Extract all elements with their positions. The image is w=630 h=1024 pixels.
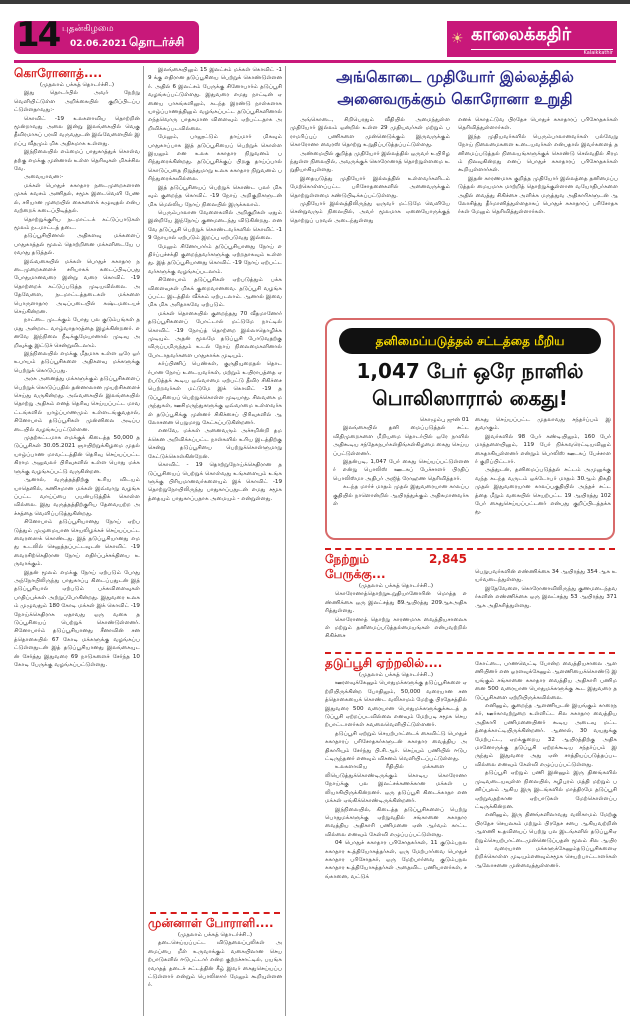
section-label: தொடர்ச்சி <box>129 35 185 49</box>
page-number-badge <box>14 15 199 55</box>
dateline: கொழும்பு ஜுன் 01 <box>419 417 469 423</box>
paragraph: இலங்கையில் தனி மைப்படுத்தல் சட்ட விதிமுறைகளை மீறியமை தொடர்பில் ஒரே நாளில் அதிகூடிய சந்தேகநபர்கள்திங்கள்கிழமை கைது செய்யப்பட்டுள்ளனர். <box>333 425 469 457</box>
paragraph: இதன்படி, 1,047 பேர் கைது செய்யப்பட்டுள்ளனர் என்று பொலிஸ் ஊடகப் பேச்சாளர் பிரதிப் பொலிஸ்மா அதிபர் அஜித் ரோஹண தெரிவித்தார். <box>333 459 469 482</box>
paragraph: கர்ப்பிணிப் பெண்கள், குருதியுறைதல் தொடர்பான நோய் உடையவர்கள், மற்றும் உயிராபத்தை ஏற்படுத்தக் கூடிய ஒவ்வாமை ஏற்பட்டு தீவிர சிகிச்சை பெற்றவர்கள் மட்டுமே இக் கொவிட் -19 தடுப்பூசியைப் பெற்றுக்கொள்ள முடியாது. சிலவகை மருந்துகள், ஊசிமருந்துகளுக்கு ஒவ்வாமை உள்ளவர்கள் தடுப்பூசிக்கு முன்னர் சிகிச்சைப் பிரிவுகளில் ஆலோசனை பெறுமாறு கேட்கப்படுகின்றனர். <box>148 361 282 427</box>
paragraph: இந்நிலையில் எம்மைப் பாதுகாத்துக் கொள்வதற்கு எமக்கு முன்னால் உள்ள தெரிவுகள் மிகச்சிலவே. <box>14 149 140 173</box>
article-former-fighter <box>148 916 282 990</box>
top-border <box>0 0 630 4</box>
paragraph: அரசு அனைத்து மக்களுக்கும் தடுப்பூசிகளைப் பெற்றுக் கொடுப்பதில் தன்னாலான முயற்சிகளைச் செய்து வருகின்றது. அவ்வகையில் இலங்கையில் தொற்று அதிகம் எனத் தெரிவு செய்யப்பட்ட மாவட்டங்களில் யாழ்ப்பாணமும் உள்ளடங்குவதால், சினோபாம் தடுப்பூசிகள் முன்னிலை அடிப்படையில் வழங்கப்பட்டுள்ளன. <box>14 376 140 433</box>
kicker-corona: கொரோனாத்.... <box>14 66 103 80</box>
paragraph: இந்நிலையில் எமக்கு மீதமாக உள்ள ஒரே ஓர் உபாயம் தடுப்பூசிகளை அதிகளவு மக்களுக்கு பெற்றுக் கொடுப்பது. <box>14 351 140 374</box>
paragraph: இதன் காரணமாக குறித்த முதியோர் இல்லத்தை தனிமைப்படுத்தல் மையமாக மாற்றித் தொற்றுக்குள்ளான வயோதிபர்களை அதில் வைத்து சிகிச்சை அளிக்க மருத்துவ அதிகாரிகளுடன் ஆலோசித்து தீர்மானித்துள்ளதாகப் பொதுச் சுகாதாரப் பரிசோதகர்கள் மேலும் தெரிவித்துள்ளார்கள். <box>458 175 618 216</box>
paragraph: மேலும், பாலூட்டும் தாய்மார் மிகவும் பாதுகாப்பாக இத் தடுப்பூசியைப் பெற்றுக் கொள்ள இயலும் என உலக சுகாதார நிறுவனம் பரிந்துரைக்கின்றது. தடுப்பூசிக்குப் பிறகு தாய்ப்பால் கொடுப்பதை நிறுத்துமாறு உலக சுகாதார நிறுவனம் பரிந்துரைக்கவில்லை. <box>148 134 282 183</box>
kicker-2845: நேற்றும் 2,845 பேருக்கு... <box>325 552 467 581</box>
paragraph: அண்மையில் குறித்த முதியோர் இல்லத்தில் ஒருவர் உயிரிழந்துள்ள நிலையில், அவருக்குக் கொரோனாத் தொற்றுள்ளமை உறுதியாகியுள்ளது. <box>290 150 451 174</box>
kicker-vaccine: தடுப்பூசி ஏற்றலில்.... <box>325 656 443 670</box>
article-2845-col2 <box>475 568 617 610</box>
paragraph: முதியோர் இல்லத்திலிருந்து ஒருவர் மட்டுமே வெளியே சென்றுவரும் நிலையில், அவர் மூலமாக ஏனையோருக்குத் தொற்றுப் பரவல் அடைந்துள்ளது <box>290 201 450 224</box>
paragraph: அங்கொடை, சிறிபெரதும் வீதியில் அமைந்துள்ள முதியோர் இல்லம் ஒன்றில் உள்ள 29 முதியவர்கள் மற்றும் பராமரிப்புப் பணிகளை முன்னெடுக்கும் இருவருக்கும் கொரோனா வைரஸ் தொற்று உறுதிப்படுத்தப்பட்டுள்ளது. <box>290 117 450 149</box>
headline-line: அங்கொடை முதியோர் இல்லத்தில் <box>336 68 574 86</box>
paragraph: சினோபாம் தடுப்பூசிகள் ஏற்படுத்தும் பக்கவிளைவுகள் மிகக் குறைவானவை. தடுப்பூசி வழங்கப்பட்ட இடத்தில் வீக்கம் ஏற்படலாம். ஆனால் இவை மிக மிக அரிதாகவே ஏற்படும். <box>148 277 282 309</box>
paragraph: அத்துடன், தனிமைப்படுத்தல் சட்டம் அமுலுக்கு வந்த கடந்த வருடம் ஒக்டோபர் மாதம் 30ஆம் திகதி முதல் இதுவரையான காலப்பகுதியில் அந்தச் சட்டத்தை மீறும் வகையில் செயற்பட்ட 19 ஆயிரத்து 102 பேர் கைதுசெய்யப்பட்டனர் என்பது குறிப்பிடத்தக்கது. <box>475 467 611 516</box>
paragraph: எனவே, மக்கள் அனைவரும் அச்சமின்றி தமக்கென அறிவிக்கப்பட்ட நாள்களில் உரிய இடத்திற்கு சென்று தடுப்பூசியை பெற்றுக்கொள்ளுமாறு கேட்டுக்கொள்கின்றேன். <box>148 428 282 460</box>
newspaper-logo <box>447 21 617 57</box>
paragraph: தடுப்பூசி ஏற்றும் செயற்பாட்டைக் கைவிட்டு பொதுச் சுகாதாரப் பரிசோதகர்களுடன் சுகாதார வைத்திய அதிகாரியும் சேர்ந்து பி.சி.ஆர். செய்யும் பணியில் ஈடுபட்டிருந்தனர் எனவும் விசனம் வெளியிடப்பட்டுள்ளது. <box>325 730 467 763</box>
paragraph: நாட்டை முடக்கும் போது பல குடும்பங்கள் தமது அன்றாட வாழ்வாதாரத்தை இழக்கின்றனர். எனவே இந்நிலை நீடிக்குமேயானால் முடிவு அறிவுக்கு இட்டுச் சென்றுவிடலாம். <box>14 317 140 349</box>
arrests-col2 <box>475 416 611 517</box>
headline-line: 1,047 பேர் ஒரே நாளில் <box>356 359 584 383</box>
sunrise-book-icon: ☀ <box>451 31 464 47</box>
paragraph: உலகளாவிய ரீதியில் மக்களை பலியெடுத்துக்கொண்டிருக்கும் கொடிய கொரோனா நோய்க்கு பல இலட்சக்கணக்கான மக்கள் பலியாகியிருக்கின்றனர். ஒரு தடுப்பூசி கிடைக்காதா என மக்கள் ஏங்கிக்கொண்டிருக்கின்றனர். <box>325 764 467 805</box>
paragraph: கொவிட் - 19 தொற்றுநோய்க்கெதிரான தடுப்பூசியைப் பெற்றுக் கொள்வது உங்களையும் உங்களுக்கு பிரியமானவர்களையும் இக் கொவிட் -19 தொற்றுநோயிலிருந்து பாதுகாப்பதுடன் எமது சமூகத்தையும் பாதுகாப்பதாக அமையும் - என்றுள்ளது. <box>148 462 282 502</box>
paragraph: இதையடுத்து முதியோர் இல்லத்தில் உள்ளவர்களிடம் மேற்கொள்ளப்பட்ட பரிசோதனைகளில் அனைவருக்கும் தொற்றுள்ளமை கண்டுபிடிக்கப்பட்டுள்ளது. <box>290 175 450 199</box>
paragraph: மேலும் சினோபார்ம் தடுப்பூசியானது நோய் எதிர்ப்புச்சக்தி குறைந்தவர்களுக்கு ஏற்றதாகவும் உள்ளது. இத் தடுப்பூசியானது கொவிட் -19 நோய் ஏற்பட்டவர்களுக்கு வழங்கப்படலாம். <box>148 243 282 275</box>
continued-note: (முதலாம் பக்கத் தொடர்ச்சி..) <box>39 82 115 88</box>
article-corona <box>14 66 140 669</box>
headline-elders-home <box>290 66 620 110</box>
logo-subtitle: Kalaikkathir <box>583 50 613 56</box>
paragraph: முதற்கட்டமாக எமக்குக் கிடைத்த 50,000 தடுப்பூசிகள் 30.05.2021 ஞாயிற்றுக்கிழமை முதல் யாழ்ப்பாண மாவட்டத்தின் தெரிவு செய்யப்பட்ட கிராம அலுவலர் பிரிவுகளில் உள்ள பொது மக்களுக்கு வழங்கப்பட்டு வருகின்றன. <box>14 435 140 475</box>
paragraph: பெறுபவர்களின் எண்ணிக்கை 34 ஆயிரத்து 354 ஆக உயர்வடைந்துள்ளது. <box>475 569 617 584</box>
paragraph: எனக் கொதட்டுவ பிரதேச பொதுச் சுகாதாரப் பரிசோதகர்கள் தெரிவித்துள்ளார்கள். <box>458 117 618 132</box>
paragraph: இவ்வகையில் மக்கள் பொதுச் சுகாதார நடைமுறைகளைச் சரியாகக் கடைப்பிடிப்பது போதுமானவரை இன்று வரை கொவிட் -19 தொற்றைக் கட்டுப்படுத்த முடியவில்லை. அதேவேளை, நடமாட்டத்தடைகள் மக்களை பொருளாதார அடிப்படையில் கஷ்டமடையச் செய்கின்றன. <box>14 258 140 315</box>
paragraph: இது தொடர்பில் அவர் நேற்று வெளியிட்டுள்ள அறிக்கையில் குறிப்பிடப்பட்டுள்ளதாவது:- <box>14 90 140 114</box>
paragraph: சினோபாம் தடுப்பூசியானது நோய் ஏற்படுத்தும் முழுமையான செயலிழக்கச் செய்யப்பட்ட வைரஸைக் கொண்டது. இத் தடுப்பூசியானது எமது உடலில் செலுத்தப்பட்டவுடன் கொவிட் -19 வைரசிற்கெதிரான நோய் எதிர்ப்புச்சக்தியை உருவாக்கும். <box>14 519 140 568</box>
section-divider <box>150 912 280 914</box>
column-divider <box>285 66 286 1016</box>
section-divider <box>325 548 615 550</box>
paragraph: மக்கள் தொகையில் குறைந்தது 70 வீதமானோர் தடுப்பூசிகளைப் போட்டால் மட்டுமே நாட்டில் கொவிட் -19 நோய்த் தொற்றை இல்லாதொழிக்க முடியும். அதன் மூலமே தடுப்பூசி போடுவதற்கு விருப்பமிருந்தும் உடல் நோய் நிலைமைகளினால் போடாதவர்களை பாதுகாக்க முடியும். <box>148 310 282 359</box>
paragraph: ஆனால், வருத்தத்திற்கு உரிய விடயம் யாதெனில், கணிசமான மக்கள் இவ்வாறு வழங்கப்பட்ட வாய்ப்பை பயன்படுத்திக் கொள்ளவில்லை. இது வருத்தத்திற்குரிய தேவையற்ற அச்சத்தை வெளிப்படுத்துகின்றது. <box>14 477 140 517</box>
paragraph: இதன் மூலம் எமக்கு நோய் ஏற்படும் போது அந்நோயிலிருந்து பாதுகாப்பு கிடைப்பதுடன் இத் தடுப்பூசியால் ஏற்படும் பக்கவிளைவுகள் பாதிப்புக்கள் அற்றுப்போகின்றது. இதுவரை உலகம் முழுவதும் 180 கோடி மக்கள் இக் கொவிட் -19 நோய்க்கெதிராக ஏதாவது ஒரு வகை தடுப்பூசியைப் பெற்றுக் கொண்டுள்ளனர். சினோபார்ம் தடுப்பூசியானது சீனாவின் சனத்தொகையில் 67 கோடி மக்களுக்கு வழங்கப்பட்டுள்ளதுடன் இத் தடுப்பூசியானது இலங்கையுடன் சேர்த்து இதுவரை 69 நாடுகளைச் சேர்ந்த 10 கோடி பேருக்கு வழங்கப்பட்டுள்ளது. <box>14 569 140 669</box>
continued-note: (முதலாம் பக்கத் தொடர்ச்சி..) <box>177 932 253 938</box>
headline-line: அனைவருக்கும் கொரோனா உறுதி <box>337 90 573 108</box>
paragraph: இத் தடுப்பூசியைப் பெற்றுக் கொண்ட பலர் மிகவும் குறைந்த கொவிட் -19 நோய் அறிகுறிகளுடன் மிக மெல்லிய நோய் நிலையில் இருக்கலாம். <box>148 184 282 208</box>
paragraph: பெரும்பாலான வேளைகளில் அறிகுறிகள் ஏதும் இன்றியே இந்நோய் குணமடைந்து விடுகின்றது. எனவே தடுப்பூசி பெற்றுக் கொண்டவர்களில் கொவிட் -19 நோயால் ஏற்படும் இறப்பு ஏற்படுவது இல்லை. <box>148 209 282 242</box>
paragraph: கடந்த மார்ச் மாதம் முதல் இதுவரையான காலப்பகுதியில் நாளொன்றில் ஆயிரத்துக்கும் அதிகமானவர்கள் <box>333 484 469 508</box>
paragraph: 04 பொதுச் சுகாதார பரிசோதகர்கள், 11 குடும்பநல சுகாதார உத்தியோகத்தர்கள், ஒரு மேற்பார்வை பொதுச் சுகாதார பரிசோதகர், ஒரு மேற்பார்வை குடும்பநல சுகாதார உத்தியோகத்தர்கள் அதைவிட பணியாளர்கள், சங்கானை, வட்டுக் <box>325 840 467 880</box>
paragraph: எனினும், இரு தினங்களிலாவது வலிகாமம் மேற்கு பிரதேச செயலகம் மற்றும் பிரதேச சபை ஆகியவற்றின் ஆளணி உதவியைப் பெற்று பல இடங்களில் தடுப்பூசிஏற்றும்செயற்பாட்டைமுன்னெடுப்பதன் மூலம் சில ஆயிரம் வரையான மக்களுக்கேனும்தடுப்பூசிகளைஏற்றிக்கொள்ள முடியும்எனவும்சமூக செயற்பாட்டாளர்கள் ஆலோசனை முன்வைத்துள்ளனர். <box>475 812 617 869</box>
paragraph: இந்நிலையில், கிடைத்த தடுப்பூசிகளைப் பெற்று பொதுமக்களுக்கு ஏற்றுவதில் சங்கானை சுகாதார வைத்திய அதிகாரி பணிமனை ஏன் ஆர்வம் காட்டவில்லை எனவும் கேள்வி எழுப்பப்பட்டுள்ளது. <box>325 806 467 838</box>
paragraph: தடுப்பூசி ஏற்றும் பணி இன்னும் இரு தினங்களில் முடிவடையவுள்ள நிலையில், சுழிபுரம் மத்தி மற்றும் பனிப்புலம் ஆகிய இரு இடங்களில் மாத்திரமே தடுப்பூசி ஏற்றுவதற்கான ஏற்பாடுகள் மேற்கொள்ளப்பட்டிருக்கின்றன. <box>475 770 617 810</box>
paragraph: மக்கள் பொதுச் சுகாதார நடைமுறைகளான முகக் கவசம் அணிதல், சமூக இடைவெளி பேணல், சரியான முறையில் கைகளைக் கழுவுதல் என்பவற்றைக் கடைப்பிடித்தல். <box>14 182 140 215</box>
article-2845-col1 <box>325 552 467 641</box>
arrests-col1 <box>333 416 469 508</box>
paragraph: தொற்றுக்குரிய நடமாட்டக் கட்டுப்பாடுகள் மூலம் நடமாட்டத் தடை. <box>14 216 140 231</box>
page-date: 02.06.2021 <box>70 39 127 49</box>
paragraph: கொவிட் -19 உலகளாவிய தொற்றின் மூன்றாவது அலை இன்று இலங்கையில் வெகு தீவிரமாகப் பரவி வருவதுடன் இவ்வேளையில் இறப்பு வீதமும் மிக அதிகமாக உள்ளது. <box>14 115 140 147</box>
arrests-headline <box>327 358 613 412</box>
headline-line: பொலிஸாரால் கைது! <box>372 386 568 410</box>
logo-title: காலைக்கதிர் <box>471 24 572 45</box>
header-rule <box>14 60 616 63</box>
column-divider <box>143 66 144 1016</box>
paragraph: ஊரளவுக்கேனும் பொதுமக்களுக்கு தடுப்பூசிகளை ஏற்றியிருக்கின்ற போதிலும், 50,000 வரையான சனத்தொகையைக் கொண்ட வலிகாமம் மேற்கு பிரதேசத்தில் இதுவரை 500 வரையான பொதுமக்களுக்குக்கூடத் தடுப்பூசி ஏற்றப்படவில்லை எனவும் மேற்படி சமூக செயற்பாட்டாளர்கள் கவலைவெளியிட்டுள்ளனர். <box>325 680 467 729</box>
arrests-ribbon: தனிமைப்படுத்தல் சட்டத்தை மீறிய <box>339 328 601 354</box>
paragraph: இவர்களில் 98 பேர் கண்டியிலும், 160 பேர் மாத்தளையிலும், 119 பேர் நிக்கவரெட்டியவிலும் கைதாகியுள்ளனர் என்றும் பொலிஸ் ஊடகப் பேச்சாளர் குறிப்பிட்டார். <box>475 433 611 466</box>
paragraph: கோட்டை, பாணவெட்டி போன்ற வைத்தியசாலை ஆளணியினர் என ஓரளவுக்கேனும் ஆளணியைக்கொண்டு இயங்கும் சங்கானை சுகாதார வைத்திய அதிகாரி பணிமனை 500 வரையான பொதுமக்களுக்கு கூட இதுவரை தடுப்பூசிகளை ஏற்றியிருக்கவில்லை. <box>475 661 617 701</box>
page-day: புதன்கிழமை <box>62 24 114 34</box>
section-divider <box>325 652 615 654</box>
paragraph: அவையாவன:- <box>24 174 64 181</box>
paragraph: இந்த முதியவர்களில் பெரும்பாலானவர்கள் பல்வேறு நோய் நிலைமைகளை உடையவர்கள் என்பதால் இவர்களைத் தனிமைப்படுத்தல் நிலையங்களுக்குக் கொண்டு செல்வதில் சிரமம் நிலவுகின்றது எனப் பொதுச் சுகாதாரப் பரிசோதகர்கள் கூறியுள்ளார்கள். <box>458 133 618 174</box>
article-vaccine-col1 <box>325 656 467 881</box>
arrests-news-box <box>325 318 615 540</box>
paragraph: கொரோனாத்தொற்றுஉறுதியானோரின் மொத்த எண்ணிக்கை ஒரு இலட்சத்து 89ஆயிரத்து 209ஆகஅதிகரித்துள்ளது. <box>325 591 467 615</box>
continued-note: (முதலாம் பக்கத் தொடர்ச்சி..) <box>358 672 434 678</box>
paragraph: தடைசெய்யப்பட்ட விடுதலைப்புலிகள் அமைப்பை மீள் உருவாக்கும் வகையிலான செயற்பாடுகளில் ஈடுபட்டார் என்ற குற்றச்சாட்டில், பயங்கரவாதத் தடைச் சட்டத்தின் கீழ் இவர் கைதுசெய்யப்பட்டுள்ளார் என்றும் பொலிஸார் மேலும் கூறியுள்ளனர். <box>148 940 282 989</box>
paragraph: இலங்கையிலும் 15 இலட்சம் மக்கள் கொவிட் -19 க்கு எதிரான தடுப்பூசியை பெற்றுக் கொண்டுள்ளனர். அதில் 6 இலட்சம் பேருக்கு சினோபார்ம் தடுப்பூசி வழங்கப்பட்டுள்ளது. இதுவரை எமது நாட்டின் ஏனைய பாகங்களிலும், கடந்த இரண்டு நாள்களாக யாழ்ப்பாணத்திலும் வழங்கப்பட்ட தடுப்பூசிகளினால் எந்தவொரு பாதகமான விளைவும் ஏற்பட்டதாக அறிவிக்கப்படவில்லை. <box>148 67 282 132</box>
continued-note: (முதலாம் பக்கத் தொடர்ச்சி..) <box>358 583 434 589</box>
kicker-former-fighter: முன்னாள் போராளி.... <box>148 916 274 930</box>
paragraph: தடுப்பூசியினால் அதிகளவு மக்களைப் பாதுகாத்தல் மூலம் தொற்றினை மக்களிடையே பரவாது தடுத்தல். <box>14 233 140 257</box>
elders-home-col1 <box>290 116 450 225</box>
elders-home-col2 <box>458 116 618 217</box>
paragraph: கைது செய்யப்பட்ட முதலாவது சந்தர்ப்பம் இதுவாகும். <box>475 417 611 432</box>
paragraph: எனினும், குறைந்த ஆளணியுடன் இயங்கும் காரைநகர், ஊர்காவற்றுறை உள்ளிட்ட சில சுகாதார வைத்திய அதிகாரி பணிமனையினர் கூடிய அடைவு மட்டத்தைக்காட்டியிருக்கின்றனர். ஆனால், 30 வயதுக்கு மேற்பட்ட, ஏறக்குறைய 32 ஆயிரத்திற்கு அதிகமானோருக்கு தடுப்பூசி ஏற்றக்கூடிய சந்தர்ப்பம் இருந்தும் இதுவரை அது ஏன் சாத்தியப்படுத்தப்படவில்லை எனவும் கேள்வி எழுப்பப்பட்டுள்ளது. <box>475 703 617 768</box>
article-corona-continued <box>148 66 282 503</box>
paragraph: கொரோனாத் தொற்று காரணமாக வைத்தியசாலைகள் மற்றும் தனிமைப்படுத்தல்மையங்கள் என்பவற்றில் சிகிச்சை <box>325 616 467 640</box>
article-vaccine-col2 <box>475 660 617 870</box>
paragraph: இதேவேளை, கொரோனாவிலிருந்து குணமடைந்தவர்களின் எண்ணிக்கை ஒரு இலட்சத்து 53 ஆயிரத்து 371 ஆக அதிகரித்துள்ளது. <box>475 585 617 609</box>
page-number: 14 <box>16 15 60 55</box>
